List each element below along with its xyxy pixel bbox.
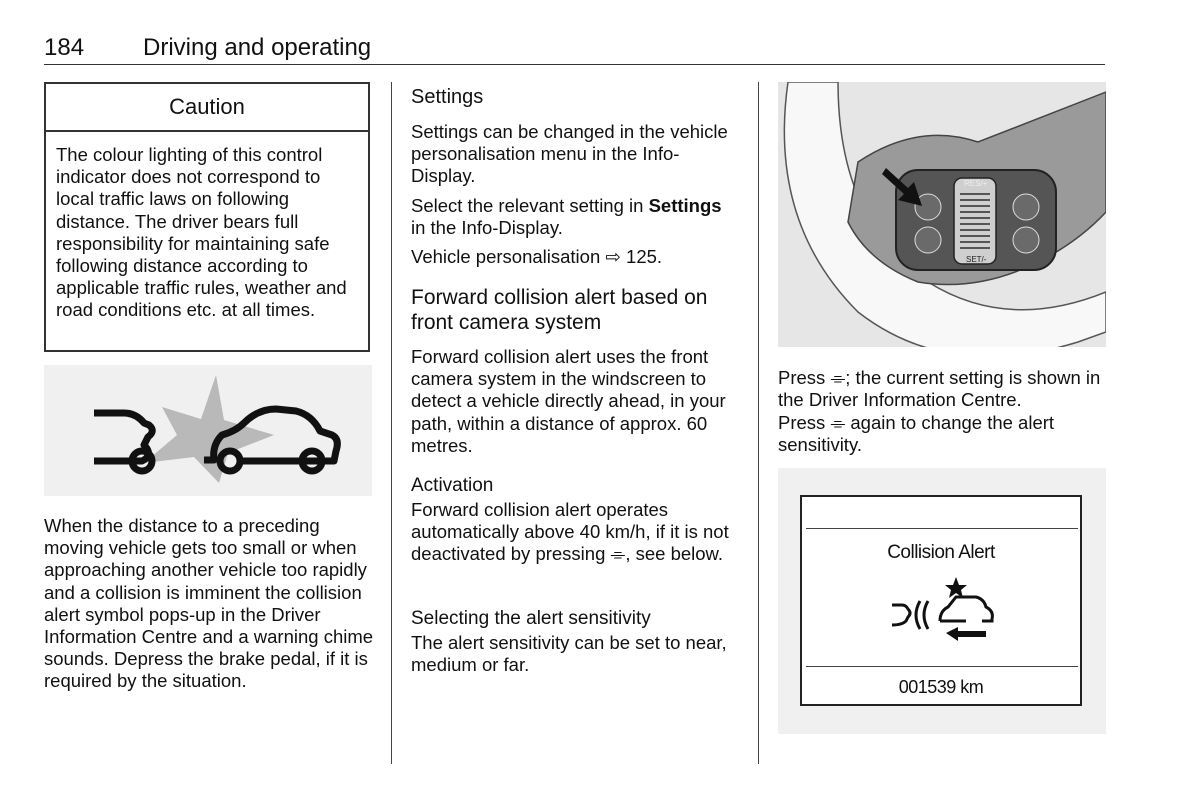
activation-heading: Activation bbox=[411, 475, 494, 496]
activation-tail: , see below. bbox=[625, 543, 724, 565]
sensitivity-heading: Selecting the alert sensitivity bbox=[411, 608, 651, 629]
press-1-tail: ; the current setting is shown in the Driver Information Centre. bbox=[778, 367, 1101, 411]
settings-paragraph-1: Settings can be changed in the vehicle personalisation menu in the Info-Display. bbox=[411, 121, 728, 187]
fca-paragraph: Forward collision alert uses the front camera system in the windscreen to detect a vehicle directly ahead, in your path, within a distance of approx. 60 metres. bbox=[411, 346, 726, 456]
section-title: Driving and operating bbox=[143, 34, 372, 61]
sensitivity-paragraph: The alert sensitivity can be set to near, medium or far. bbox=[411, 632, 727, 676]
settings-p2-text: Select the relevant setting in bbox=[411, 195, 649, 216]
page-number: 184 bbox=[44, 34, 85, 61]
fca-heading-line2: front camera system bbox=[411, 311, 602, 334]
steering-wheel-illustration bbox=[778, 82, 1106, 347]
press-2-text: Press bbox=[778, 412, 831, 433]
page-reference: 125. bbox=[626, 246, 663, 267]
collision-alert-display-icon bbox=[886, 577, 1006, 647]
press-instruction-2 bbox=[778, 412, 1098, 456]
collision-alert-paragraph: When the distance to a preceding moving vehicle gets too small or when approaching another vehicle too rapidly and a collision is imminent the collision alert symbol pops-up in the Driver Information Centre and a warning chime sounds. Depress the brake pedal, if it is required by the situation. bbox=[44, 515, 374, 692]
driver-info-display bbox=[800, 495, 1082, 706]
collision-alert-button-icon: ⌯ bbox=[830, 367, 846, 388]
reference-arrow-icon: ⇨ bbox=[605, 246, 621, 267]
collision-alert-button-icon: ⌯ bbox=[610, 543, 626, 565]
settings-paragraph-3 bbox=[411, 246, 741, 268]
driver-info-display-photo bbox=[778, 468, 1106, 734]
settings-p2-tail: in the Info-Display. bbox=[411, 217, 563, 239]
caution-box bbox=[44, 82, 370, 352]
press-1-text: Press bbox=[778, 367, 831, 388]
press-2-tail: again to change the alert sensitivity. bbox=[778, 412, 1055, 456]
header-rule bbox=[44, 64, 1105, 65]
collision-alert-symbol-icon bbox=[44, 365, 372, 496]
wheel-label-set: SET/- bbox=[966, 255, 987, 264]
settings-heading: Settings bbox=[411, 86, 484, 108]
steering-wheel-photo bbox=[778, 82, 1106, 347]
column-divider-2 bbox=[758, 82, 759, 764]
display-odometer: 001539 km bbox=[898, 677, 984, 697]
display-rule-bottom bbox=[806, 666, 1078, 667]
collision-illustration bbox=[44, 365, 372, 496]
press-instruction-1 bbox=[778, 367, 1113, 411]
display-title: Collision Alert bbox=[887, 542, 995, 563]
settings-paragraph-2 bbox=[411, 195, 741, 239]
settings-p2-bold: Settings bbox=[648, 195, 722, 216]
fca-heading bbox=[411, 285, 751, 335]
column-divider-1 bbox=[391, 82, 392, 764]
display-rule-top bbox=[806, 528, 1078, 529]
settings-p3-text: Vehicle personalisation bbox=[411, 246, 606, 267]
caution-heading: Caution bbox=[46, 84, 368, 132]
fca-heading-line1: Forward collision alert based on bbox=[411, 286, 708, 309]
collision-alert-button-icon: ⌯ bbox=[830, 412, 846, 433]
wheel-label-res: RES/+ bbox=[964, 179, 988, 188]
caution-text: The colour lighting of this control indicator does not correspond to local traffic laws on following distance. The driver bears full responsibility for maintaining safe following distance according to applicable traffic rules, weather and road conditions etc. at all times. bbox=[56, 144, 347, 321]
activation-paragraph bbox=[411, 499, 741, 566]
activation-text: Forward collision alert operates automatically above 40 km/h, if it is not deactivated by pressing bbox=[411, 499, 729, 565]
